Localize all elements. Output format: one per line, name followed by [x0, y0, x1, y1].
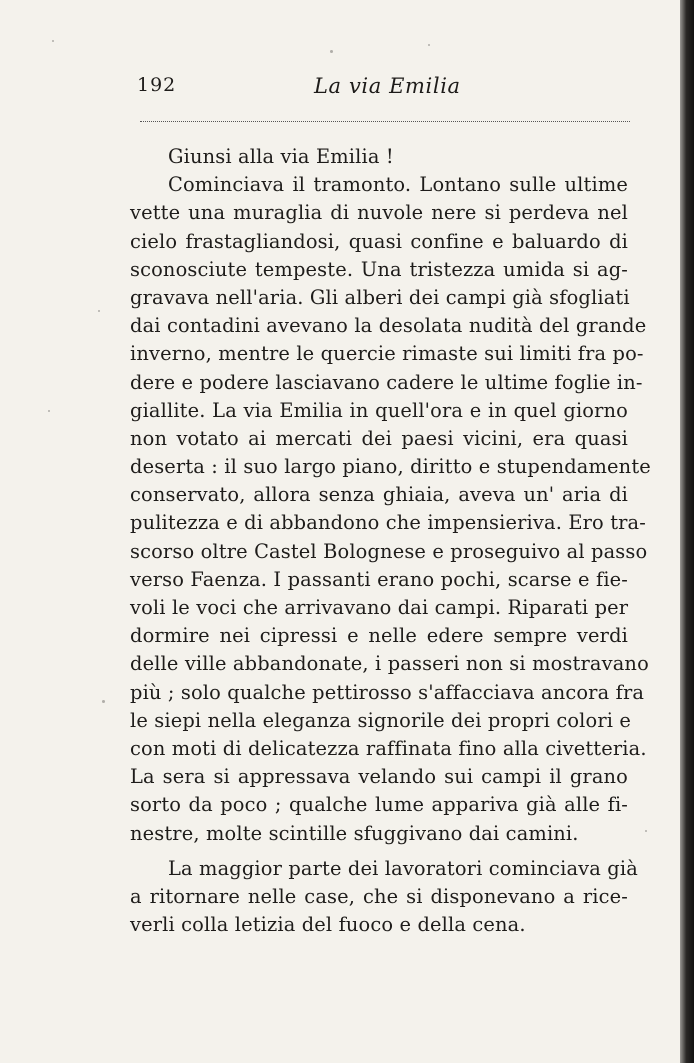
paragraph-1 — [130, 143, 628, 171]
text-line: vette una muraglia di nuvole nere si perdeva nel — [130, 201, 628, 225]
text-line: dai contadini avevano la desolata nudità del grande — [130, 314, 647, 338]
paragraph-gap — [130, 848, 628, 855]
paper-speckle — [330, 50, 333, 53]
body-text — [130, 143, 651, 939]
running-title: La via Emilia — [314, 74, 461, 98]
paper-speckle — [98, 310, 100, 312]
text-line: verso Faenza. I passanti erano pochi, scarse e fie- — [130, 567, 628, 591]
text-line: dere e podere lasciavano cadere le ultime foglie in- — [130, 370, 643, 394]
binding-edge — [680, 0, 694, 1063]
text-line: voli le voci che arrivavano dai campi. Riparati per — [130, 596, 629, 619]
text-line: cielo frastagliandosi, quasi confine e baluardo di — [130, 229, 628, 253]
text-line: non votato ai mercati dei paesi vicini, era quasi — [130, 426, 628, 450]
text-line: pulitezza e di abbandono che impensieriva. Ero tra- — [130, 511, 646, 535]
text-line: deserta : il suo largo piano, diritto e stupendamente — [130, 455, 651, 479]
text-line: scorso oltre Castel Bolognese e proseguivo al passo — [130, 539, 648, 563]
text-line: sconosciute tempeste. Una tristezza umida si ag- — [130, 257, 628, 281]
text-line: delle ville abbandonate, i passeri non si mostravano — [130, 652, 649, 676]
text-line: le siepi nella eleganza signorile dei propri colori e — [130, 708, 632, 732]
page-number: 192 — [137, 74, 177, 96]
paper-speckle — [48, 410, 50, 412]
text-line: La sera si appressava velando sui campi il grano — [130, 765, 628, 789]
header-rule — [140, 121, 630, 122]
paper-speckle — [102, 700, 105, 703]
text-line: La maggior parte dei lavoratori cominciava già — [168, 856, 638, 880]
text-line: sorto da poco ; qualche lume appariva già alle fi- — [130, 793, 628, 817]
text-line: dormire nei cipressi e nelle edere sempre verdi — [130, 624, 628, 648]
text-line: verli colla letizia del fuoco e della cena. — [130, 913, 526, 937]
text-line: conservato, allora senza ghiaia, aveva un' aria di — [130, 483, 628, 507]
paper-speckle — [52, 40, 54, 42]
text-line: giallite. La via Emilia in quell'ora e in quel giorno — [130, 398, 628, 422]
text-line: a ritornare nelle case, che si disponevano a rice- — [130, 884, 628, 908]
text-line: nestre, molte scintille sfuggivano dai camini. — [130, 821, 579, 845]
page-header — [0, 74, 694, 106]
text-line: gravava nell'aria. Gli alberi dei campi già sfogliati — [130, 285, 630, 309]
paper-speckle — [645, 830, 647, 832]
paragraph-2 — [130, 171, 651, 848]
paper-speckle — [428, 44, 430, 46]
text-line: più ; solo qualche pettirosso s'affacciava ancora fra — [130, 680, 645, 704]
text-line: Giunsi alla via Emilia ! — [168, 145, 394, 168]
paragraph-3 — [130, 855, 638, 940]
text-line: inverno, mentre le quercie rimaste sui limiti fra po- — [130, 342, 644, 366]
text-line: Cominciava il tramonto. Lontano sulle ultime — [168, 173, 628, 197]
text-line: con moti di delicatezza raffinata fino alla civetteria. — [130, 736, 647, 760]
